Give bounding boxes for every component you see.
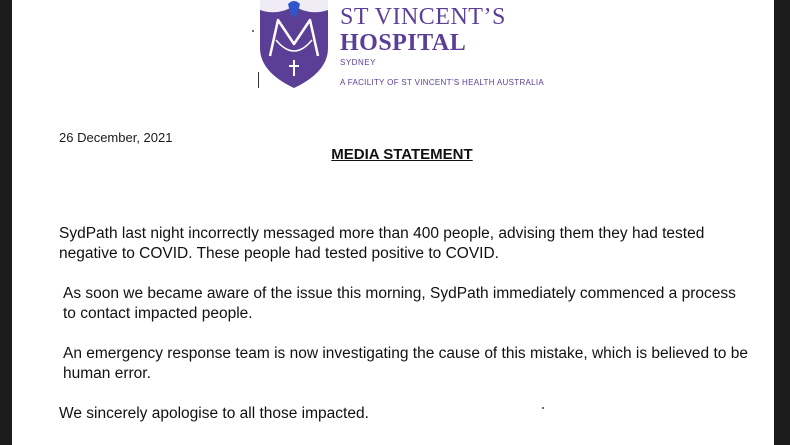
st-vincents-shield-icon bbox=[258, 0, 330, 90]
logo-divider bbox=[258, 72, 259, 88]
statement-paragraph-4: We sincerely apologise to all those impacted. bbox=[59, 405, 369, 422]
document-page bbox=[12, 0, 774, 445]
hospital-tagline: A FACILITY OF ST VINCENT’S HEALTH AUSTRALIA bbox=[340, 78, 545, 87]
hospital-logo-text bbox=[340, 4, 506, 67]
statement-paragraph-1: SydPath last night incorrectly messaged more than 400 people, advising them they had tested negative to COVID. These people had tested positive to COVID. bbox=[59, 225, 705, 262]
hospital-name-line2: HOSPITAL bbox=[340, 30, 467, 56]
statement-title: MEDIA STATEMENT bbox=[331, 146, 473, 163]
hospital-name-line1: ST VINCENT’S bbox=[340, 4, 506, 30]
scan-speck bbox=[542, 407, 544, 409]
statement-date: 26 December, 2021 bbox=[59, 130, 173, 145]
statement-paragraph-2: As soon we became aware of the issue this morning, SydPath immediately commenced a process to contact impacted people. bbox=[63, 285, 736, 322]
statement-paragraph-3: An emergency response team is now investigating the cause of this mistake, which is believed to be human error. bbox=[63, 345, 748, 382]
scan-speck bbox=[252, 30, 254, 32]
hospital-city: SYDNEY bbox=[340, 58, 376, 67]
